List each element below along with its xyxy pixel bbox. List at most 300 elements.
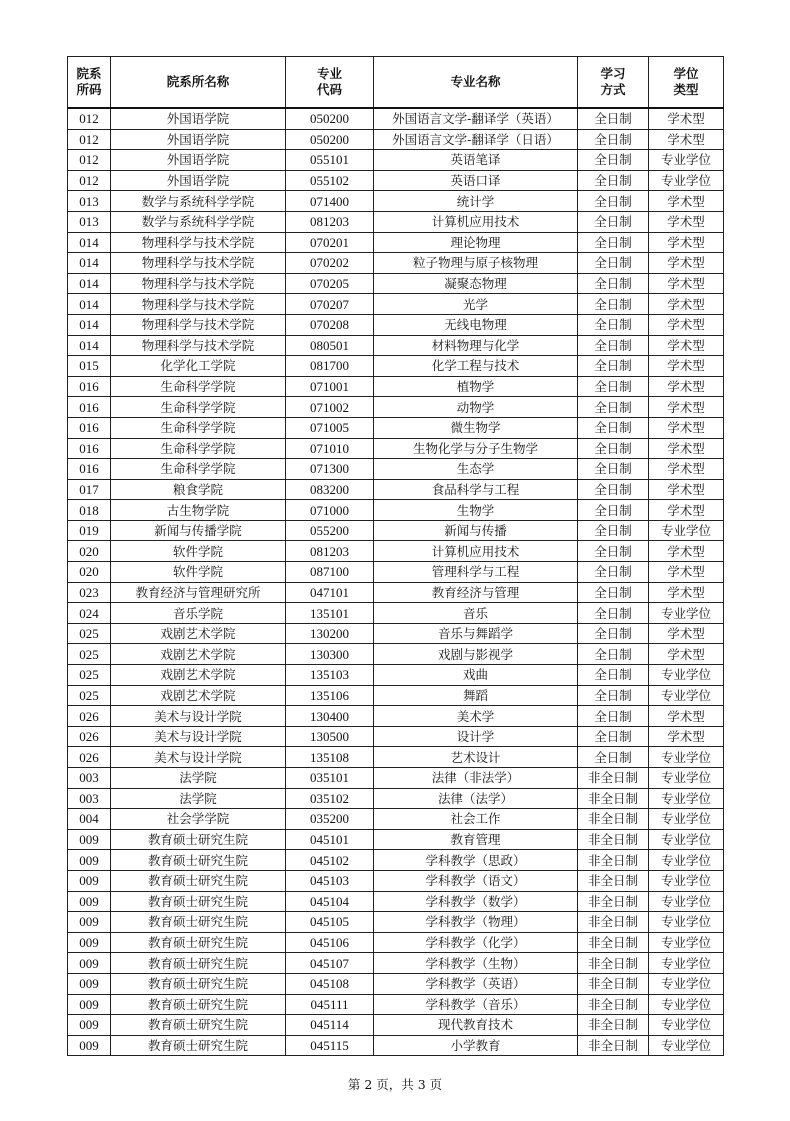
major-name-cell: 微生物学 (374, 417, 578, 438)
dept-name-cell: 古生物学院 (111, 500, 286, 521)
dept-name-cell: 生命科学学院 (111, 376, 286, 397)
degree-type-cell: 专业学位 (649, 953, 724, 974)
dept-name-cell: 数学与系统科学学院 (111, 211, 286, 232)
major-name-cell: 戏曲 (374, 665, 578, 686)
table-row (68, 150, 724, 171)
study-mode-cell: 全日制 (578, 314, 649, 335)
table-row (68, 994, 724, 1015)
major-name-cell: 学科教学（音乐） (374, 994, 578, 1015)
major-name-cell: 法律（非法学） (374, 768, 578, 789)
table-row (68, 541, 724, 562)
major-name-cell: 学科教学（思政） (374, 850, 578, 871)
study-mode-cell: 全日制 (578, 459, 649, 480)
major-code-cell: 130200 (286, 623, 374, 644)
dept-name-cell: 化学化工学院 (111, 356, 286, 377)
study-mode-cell: 全日制 (578, 273, 649, 294)
major-code-cell: 081203 (286, 541, 374, 562)
major-name-cell: 戏剧与影视学 (374, 644, 578, 665)
major-code-cell: 071010 (286, 438, 374, 459)
major-code-cell: 081203 (286, 211, 374, 232)
dept-code-cell: 018 (68, 500, 111, 521)
major-code-cell: 071300 (286, 459, 374, 480)
major-code-cell: 035102 (286, 788, 374, 809)
dept-name-cell: 音乐学院 (111, 603, 286, 624)
majors-table (67, 56, 724, 1056)
table-row (68, 191, 724, 212)
dept-code-cell: 016 (68, 459, 111, 480)
dept-name-cell: 戏剧艺术学院 (111, 685, 286, 706)
major-name-cell: 凝聚态物理 (374, 273, 578, 294)
major-code-cell: 045106 (286, 932, 374, 953)
dept-code-cell: 009 (68, 953, 111, 974)
major-name-cell: 植物学 (374, 376, 578, 397)
major-code-cell: 045105 (286, 912, 374, 933)
study-mode-cell: 全日制 (578, 644, 649, 665)
degree-type-cell: 专业学位 (649, 829, 724, 850)
degree-type-cell: 学术型 (649, 191, 724, 212)
dept-code-cell: 020 (68, 562, 111, 583)
dept-code-cell: 013 (68, 191, 111, 212)
major-name-cell: 英语口译 (374, 170, 578, 191)
major-name-cell: 新闻与传播 (374, 520, 578, 541)
dept-name-cell: 数学与系统科学学院 (111, 191, 286, 212)
table-row (68, 335, 724, 356)
study-mode-cell: 全日制 (578, 356, 649, 377)
major-code-cell: 070208 (286, 314, 374, 335)
dept-code-cell: 014 (68, 294, 111, 315)
dept-name-cell: 外国语学院 (111, 150, 286, 171)
table-row (68, 685, 724, 706)
table-row (68, 417, 724, 438)
degree-type-cell: 专业学位 (649, 170, 724, 191)
table-row (68, 253, 724, 274)
major-code-cell: 070202 (286, 253, 374, 274)
dept-name-cell: 美术与设计学院 (111, 706, 286, 727)
table-row (68, 314, 724, 335)
dept-name-cell: 新闻与传播学院 (111, 520, 286, 541)
dept-name-cell: 戏剧艺术学院 (111, 623, 286, 644)
major-name-cell: 现代教育技术 (374, 1015, 578, 1036)
degree-type-cell: 学术型 (649, 335, 724, 356)
major-code-cell: 130400 (286, 706, 374, 727)
major-name-cell: 舞蹈 (374, 685, 578, 706)
dept-name-cell: 教育硕士研究生院 (111, 1015, 286, 1036)
table-row (68, 562, 724, 583)
major-name-cell: 管理科学与工程 (374, 562, 578, 583)
table-row (68, 891, 724, 912)
dept-code-cell: 009 (68, 973, 111, 994)
dept-code-cell: 016 (68, 438, 111, 459)
major-name-cell: 生态学 (374, 459, 578, 480)
study-mode-cell: 非全日制 (578, 912, 649, 933)
degree-type-cell: 专业学位 (649, 685, 724, 706)
table-row (68, 500, 724, 521)
degree-type-cell: 学术型 (649, 562, 724, 583)
dept-name-cell: 美术与设计学院 (111, 726, 286, 747)
study-mode-cell: 全日制 (578, 562, 649, 583)
dept-code-cell: 023 (68, 582, 111, 603)
major-name-cell: 外国语言文学-翻译学（日语） (374, 129, 578, 150)
major-name-cell: 外国语言文学-翻译学（英语） (374, 108, 578, 129)
study-mode-cell: 非全日制 (578, 1035, 649, 1056)
study-mode-cell: 全日制 (578, 541, 649, 562)
dept-name-cell: 法学院 (111, 788, 286, 809)
dept-name-cell: 生命科学学院 (111, 459, 286, 480)
table-row (68, 973, 724, 994)
dept-name-cell: 社会学学院 (111, 809, 286, 830)
degree-type-cell: 学术型 (649, 726, 724, 747)
degree-type-cell: 专业学位 (649, 603, 724, 624)
table-row (68, 170, 724, 191)
table-header-row (68, 57, 724, 109)
major-code-cell: 083200 (286, 479, 374, 500)
degree-type-cell: 学术型 (649, 706, 724, 727)
study-mode-cell: 全日制 (578, 417, 649, 438)
degree-type-cell: 学术型 (649, 232, 724, 253)
study-mode-cell: 全日制 (578, 253, 649, 274)
table-row (68, 356, 724, 377)
dept-code-cell: 025 (68, 685, 111, 706)
degree-type-cell: 学术型 (649, 376, 724, 397)
table-row (68, 665, 724, 686)
dept-name-cell: 教育硕士研究生院 (111, 932, 286, 953)
dept-code-cell: 009 (68, 994, 111, 1015)
dept-code-cell: 009 (68, 850, 111, 871)
header-dept-code: 院系所码 (68, 57, 111, 109)
degree-type-cell: 学术型 (649, 397, 724, 418)
major-code-cell: 045111 (286, 994, 374, 1015)
dept-code-cell: 003 (68, 768, 111, 789)
study-mode-cell: 全日制 (578, 665, 649, 686)
major-code-cell: 130300 (286, 644, 374, 665)
study-mode-cell: 全日制 (578, 500, 649, 521)
table-row (68, 1035, 724, 1056)
study-mode-cell: 全日制 (578, 211, 649, 232)
dept-name-cell: 生命科学学院 (111, 397, 286, 418)
degree-type-cell: 专业学位 (649, 768, 724, 789)
table-row (68, 520, 724, 541)
dept-code-cell: 009 (68, 1035, 111, 1056)
study-mode-cell: 非全日制 (578, 768, 649, 789)
table-row (68, 870, 724, 891)
table-body (68, 108, 724, 1056)
table-row (68, 294, 724, 315)
study-mode-cell: 全日制 (578, 129, 649, 150)
degree-type-cell: 专业学位 (649, 891, 724, 912)
degree-type-cell: 专业学位 (649, 809, 724, 830)
degree-type-cell: 专业学位 (649, 850, 724, 871)
table-row (68, 273, 724, 294)
table-row (68, 912, 724, 933)
study-mode-cell: 全日制 (578, 747, 649, 768)
dept-name-cell: 物理科学与技术学院 (111, 232, 286, 253)
dept-code-cell: 009 (68, 870, 111, 891)
major-name-cell: 设计学 (374, 726, 578, 747)
degree-type-cell: 学术型 (649, 129, 724, 150)
major-name-cell: 理论物理 (374, 232, 578, 253)
degree-type-cell: 专业学位 (649, 788, 724, 809)
table-row (68, 582, 724, 603)
major-name-cell: 无线电物理 (374, 314, 578, 335)
major-code-cell: 080501 (286, 335, 374, 356)
dept-name-cell: 教育硕士研究生院 (111, 850, 286, 871)
major-code-cell: 071005 (286, 417, 374, 438)
dept-name-cell: 外国语学院 (111, 170, 286, 191)
major-name-cell: 生物学 (374, 500, 578, 521)
dept-code-cell: 012 (68, 150, 111, 171)
major-name-cell: 计算机应用技术 (374, 541, 578, 562)
degree-type-cell: 学术型 (649, 644, 724, 665)
page-footer: 第 2 页，共 3 页 (347, 1077, 443, 1092)
dept-name-cell: 粮食学院 (111, 479, 286, 500)
dept-name-cell: 教育硕士研究生院 (111, 1035, 286, 1056)
dept-code-cell: 004 (68, 809, 111, 830)
dept-code-cell: 016 (68, 417, 111, 438)
major-name-cell: 音乐与舞蹈学 (374, 623, 578, 644)
study-mode-cell: 全日制 (578, 191, 649, 212)
table-row (68, 953, 724, 974)
table-row (68, 829, 724, 850)
dept-name-cell: 美术与设计学院 (111, 747, 286, 768)
study-mode-cell: 全日制 (578, 706, 649, 727)
dept-name-cell: 物理科学与技术学院 (111, 294, 286, 315)
degree-type-cell: 专业学位 (649, 520, 724, 541)
major-name-cell: 学科教学（数学） (374, 891, 578, 912)
major-name-cell: 粒子物理与原子核物理 (374, 253, 578, 274)
major-code-cell: 071400 (286, 191, 374, 212)
major-name-cell: 食品科学与工程 (374, 479, 578, 500)
dept-code-cell: 014 (68, 273, 111, 294)
study-mode-cell: 全日制 (578, 170, 649, 191)
dept-name-cell: 教育硕士研究生院 (111, 912, 286, 933)
degree-type-cell: 学术型 (649, 623, 724, 644)
dept-code-cell: 003 (68, 788, 111, 809)
study-mode-cell: 全日制 (578, 232, 649, 253)
major-name-cell: 材料物理与化学 (374, 335, 578, 356)
major-name-cell: 美术学 (374, 706, 578, 727)
table-row (68, 459, 724, 480)
dept-code-cell: 024 (68, 603, 111, 624)
degree-type-cell: 专业学位 (649, 1035, 724, 1056)
major-code-cell: 045101 (286, 829, 374, 850)
major-name-cell: 教育经济与管理 (374, 582, 578, 603)
degree-type-cell: 学术型 (649, 459, 724, 480)
table-row (68, 644, 724, 665)
dept-name-cell: 物理科学与技术学院 (111, 273, 286, 294)
major-name-cell: 艺术设计 (374, 747, 578, 768)
major-code-cell: 045115 (286, 1035, 374, 1056)
table-row (68, 129, 724, 150)
major-code-cell: 081700 (286, 356, 374, 377)
study-mode-cell: 全日制 (578, 685, 649, 706)
degree-type-cell: 学术型 (649, 479, 724, 500)
major-code-cell: 070207 (286, 294, 374, 315)
degree-type-cell: 学术型 (649, 417, 724, 438)
header-dept-name: 院系所名称 (111, 57, 286, 109)
major-code-cell: 070201 (286, 232, 374, 253)
study-mode-cell: 非全日制 (578, 870, 649, 891)
major-code-cell: 050200 (286, 108, 374, 129)
study-mode-cell: 非全日制 (578, 809, 649, 830)
study-mode-cell: 全日制 (578, 294, 649, 315)
major-name-cell: 学科教学（物理） (374, 912, 578, 933)
major-name-cell: 学科教学（化学） (374, 932, 578, 953)
header-major-name: 专业名称 (374, 57, 578, 109)
major-code-cell: 045102 (286, 850, 374, 871)
header-study-mode: 学习方式 (578, 57, 649, 109)
major-code-cell: 055102 (286, 170, 374, 191)
dept-name-cell: 物理科学与技术学院 (111, 253, 286, 274)
major-name-cell: 计算机应用技术 (374, 211, 578, 232)
study-mode-cell: 非全日制 (578, 891, 649, 912)
study-mode-cell: 非全日制 (578, 994, 649, 1015)
table-row (68, 809, 724, 830)
study-mode-cell: 全日制 (578, 335, 649, 356)
degree-type-cell: 学术型 (649, 314, 724, 335)
degree-type-cell: 专业学位 (649, 973, 724, 994)
degree-type-cell: 学术型 (649, 500, 724, 521)
dept-code-cell: 015 (68, 356, 111, 377)
major-code-cell: 070205 (286, 273, 374, 294)
dept-code-cell: 012 (68, 129, 111, 150)
table-row (68, 438, 724, 459)
major-code-cell: 035200 (286, 809, 374, 830)
dept-name-cell: 外国语学院 (111, 129, 286, 150)
degree-type-cell: 专业学位 (649, 665, 724, 686)
major-name-cell: 社会工作 (374, 809, 578, 830)
dept-code-cell: 009 (68, 932, 111, 953)
table-row (68, 479, 724, 500)
major-code-cell: 047101 (286, 582, 374, 603)
dept-name-cell: 教育经济与管理研究所 (111, 582, 286, 603)
header-major-code: 专业代码 (286, 57, 374, 109)
degree-type-cell: 专业学位 (649, 912, 724, 933)
table-row (68, 747, 724, 768)
header-degree-type: 学位类型 (649, 57, 724, 109)
study-mode-cell: 全日制 (578, 150, 649, 171)
degree-type-cell: 专业学位 (649, 994, 724, 1015)
dept-name-cell: 教育硕士研究生院 (111, 829, 286, 850)
major-code-cell: 055200 (286, 520, 374, 541)
major-name-cell: 生物化学与分子生物学 (374, 438, 578, 459)
major-code-cell: 035101 (286, 768, 374, 789)
degree-type-cell: 专业学位 (649, 1015, 724, 1036)
dept-name-cell: 教育硕士研究生院 (111, 953, 286, 974)
table-row (68, 726, 724, 747)
study-mode-cell: 全日制 (578, 108, 649, 129)
degree-type-cell: 学术型 (649, 582, 724, 603)
dept-code-cell: 009 (68, 891, 111, 912)
table-row (68, 603, 724, 624)
table-row (68, 108, 724, 129)
major-code-cell: 050200 (286, 129, 374, 150)
dept-name-cell: 教育硕士研究生院 (111, 870, 286, 891)
dept-code-cell: 020 (68, 541, 111, 562)
dept-code-cell: 025 (68, 644, 111, 665)
dept-name-cell: 软件学院 (111, 541, 286, 562)
dept-code-cell: 009 (68, 912, 111, 933)
dept-name-cell: 生命科学学院 (111, 417, 286, 438)
dept-name-cell: 外国语学院 (111, 108, 286, 129)
study-mode-cell: 非全日制 (578, 1015, 649, 1036)
study-mode-cell: 全日制 (578, 397, 649, 418)
dept-code-cell: 026 (68, 747, 111, 768)
dept-name-cell: 教育硕士研究生院 (111, 891, 286, 912)
study-mode-cell: 非全日制 (578, 953, 649, 974)
dept-name-cell: 物理科学与技术学院 (111, 314, 286, 335)
major-code-cell: 135108 (286, 747, 374, 768)
dept-code-cell: 025 (68, 665, 111, 686)
study-mode-cell: 全日制 (578, 623, 649, 644)
study-mode-cell: 全日制 (578, 582, 649, 603)
major-name-cell: 学科教学（语文） (374, 870, 578, 891)
major-code-cell: 071000 (286, 500, 374, 521)
table-row (68, 932, 724, 953)
degree-type-cell: 学术型 (649, 273, 724, 294)
study-mode-cell: 非全日制 (578, 788, 649, 809)
dept-name-cell: 教育硕士研究生院 (111, 994, 286, 1015)
dept-code-cell: 014 (68, 335, 111, 356)
dept-name-cell: 生命科学学院 (111, 438, 286, 459)
dept-name-cell: 戏剧艺术学院 (111, 644, 286, 665)
major-name-cell: 学科教学（生物） (374, 953, 578, 974)
table-row (68, 706, 724, 727)
dept-code-cell: 013 (68, 211, 111, 232)
table-row (68, 376, 724, 397)
degree-type-cell: 专业学位 (649, 747, 724, 768)
dept-code-cell: 025 (68, 623, 111, 644)
study-mode-cell: 全日制 (578, 603, 649, 624)
major-name-cell: 光学 (374, 294, 578, 315)
major-code-cell: 045107 (286, 953, 374, 974)
dept-code-cell: 012 (68, 108, 111, 129)
degree-type-cell: 专业学位 (649, 870, 724, 891)
dept-name-cell: 软件学院 (111, 562, 286, 583)
dept-code-cell: 009 (68, 1015, 111, 1036)
study-mode-cell: 全日制 (578, 438, 649, 459)
degree-type-cell: 学术型 (649, 294, 724, 315)
major-name-cell: 学科教学（英语） (374, 973, 578, 994)
dept-code-cell: 026 (68, 726, 111, 747)
study-mode-cell: 非全日制 (578, 932, 649, 953)
degree-type-cell: 学术型 (649, 253, 724, 274)
dept-code-cell: 026 (68, 706, 111, 727)
dept-code-cell: 014 (68, 314, 111, 335)
dept-name-cell: 戏剧艺术学院 (111, 665, 286, 686)
dept-code-cell: 016 (68, 397, 111, 418)
dept-code-cell: 019 (68, 520, 111, 541)
major-code-cell: 071001 (286, 376, 374, 397)
dept-name-cell: 教育硕士研究生院 (111, 973, 286, 994)
major-code-cell: 055101 (286, 150, 374, 171)
study-mode-cell: 非全日制 (578, 829, 649, 850)
dept-code-cell: 014 (68, 253, 111, 274)
major-name-cell: 英语笔译 (374, 150, 578, 171)
degree-type-cell: 专业学位 (649, 150, 724, 171)
major-code-cell: 071002 (286, 397, 374, 418)
major-name-cell: 化学工程与技术 (374, 356, 578, 377)
major-code-cell: 130500 (286, 726, 374, 747)
major-code-cell: 135106 (286, 685, 374, 706)
study-mode-cell: 全日制 (578, 479, 649, 500)
study-mode-cell: 全日制 (578, 726, 649, 747)
major-name-cell: 音乐 (374, 603, 578, 624)
table-row (68, 623, 724, 644)
study-mode-cell: 全日制 (578, 520, 649, 541)
dept-code-cell: 017 (68, 479, 111, 500)
table-row (68, 788, 724, 809)
major-name-cell: 法律（法学） (374, 788, 578, 809)
